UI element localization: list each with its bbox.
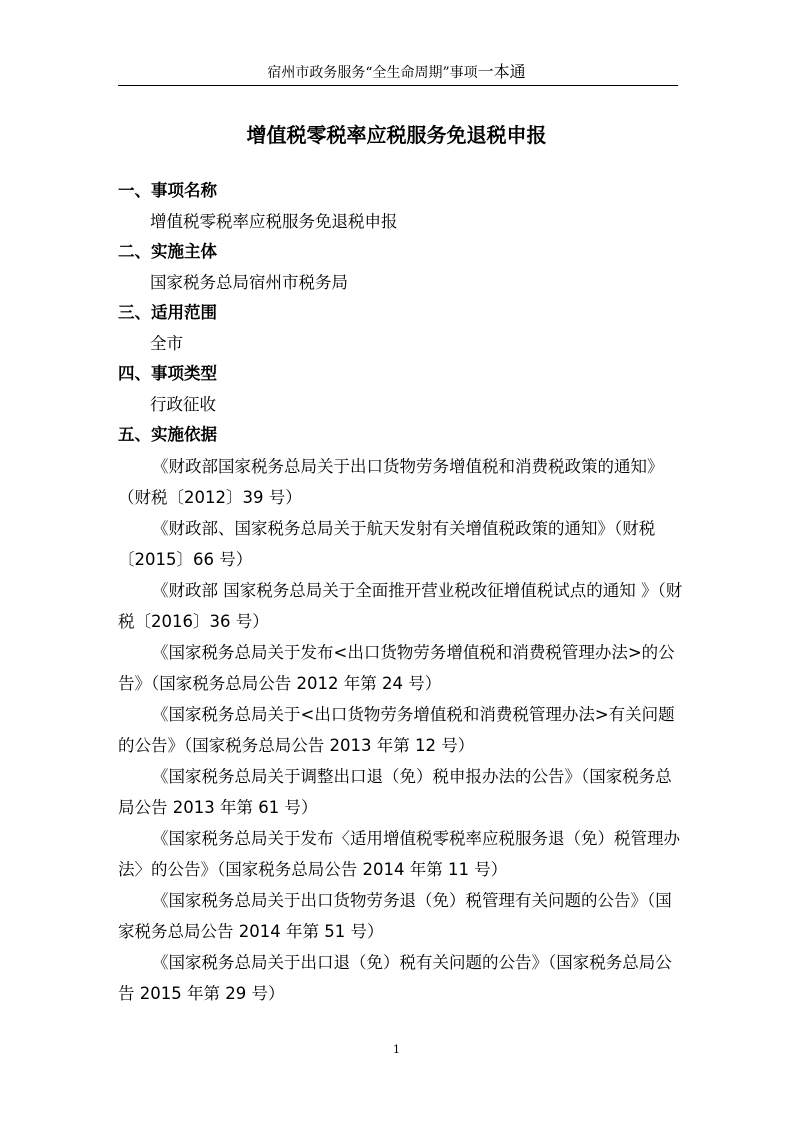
section-value-item-type: 行政征收 — [150, 394, 216, 414]
legal-basis-item: 《国家税务总局关于调整出口退（免）税申报办法的公告》（国家税务总局公告 2013 年第 61 号） — [118, 766, 672, 817]
legal-basis-item: 《国家税务总局关于发布〈适用增值税零税率应税服务退（免）税管理办法〉的公告》（国家税务总局公告 2014 年第 11 号） — [118, 828, 680, 879]
page-number: 1 — [393, 1043, 400, 1056]
document-title: 增值税零税率应税服务免退税申报 — [246, 123, 547, 147]
section-heading-legal-basis: 五、实施依据 — [118, 425, 217, 444]
running-header — [0, 62, 793, 83]
legal-basis-item: 《国家税务总局关于<出口货物劳务增值税和消费税管理办法>有关问题的公告》（国家税务总局公告 2013 年第 12 号） — [118, 704, 675, 755]
legal-basis-item: 《国家税务总局关于出口退（免）税有关问题的公告》（国家税务总局公告 2015 年第 29 号） — [118, 952, 672, 1003]
section-value-scope: 全市 — [150, 333, 183, 353]
legal-basis-item: 《财政部、国家税务总局关于航天发射有关增值税政策的通知》（财税〔2015〕66 号） — [118, 518, 656, 569]
section-heading-implementing-body: 二、实施主体 — [118, 242, 217, 261]
section-value-item-name: 增值税零税率应税服务免退税申报 — [150, 211, 398, 231]
running-header-text: 宿州市政务服务“全生命周期”事项 — [267, 65, 478, 81]
running-header-suffix: 一本通 — [477, 62, 526, 81]
legal-basis-item: 《国家税务总局关于发布<出口货物劳务增值税和消费税管理办法>的公告》（国家税务总局公告 2012 年第 24 号） — [118, 642, 675, 693]
legal-basis-item: 《国家税务总局关于出口货物劳务退（免）税管理有关问题的公告》（国家税务总局公告 2014 年第 51 号） — [118, 890, 672, 941]
section-heading-scope: 三、适用范围 — [118, 303, 217, 322]
legal-basis-item: 《财政部国家税务总局关于出口货物劳务增值税和消费税政策的通知》（财税〔2012〕39 号） — [118, 456, 664, 507]
section-value-implementing-body: 国家税务总局宿州市税务局 — [150, 272, 348, 292]
header-rule — [118, 85, 678, 86]
legal-basis-item: 《财政部 国家税务总局关于全面推开营业税改征增值税试点的通知 》（财税〔2016〕36 号） — [118, 580, 683, 631]
section-heading-item-type: 四、事项类型 — [118, 364, 217, 383]
section-heading-item-name: 一、事项名称 — [118, 181, 217, 200]
document-body — [118, 176, 684, 1009]
